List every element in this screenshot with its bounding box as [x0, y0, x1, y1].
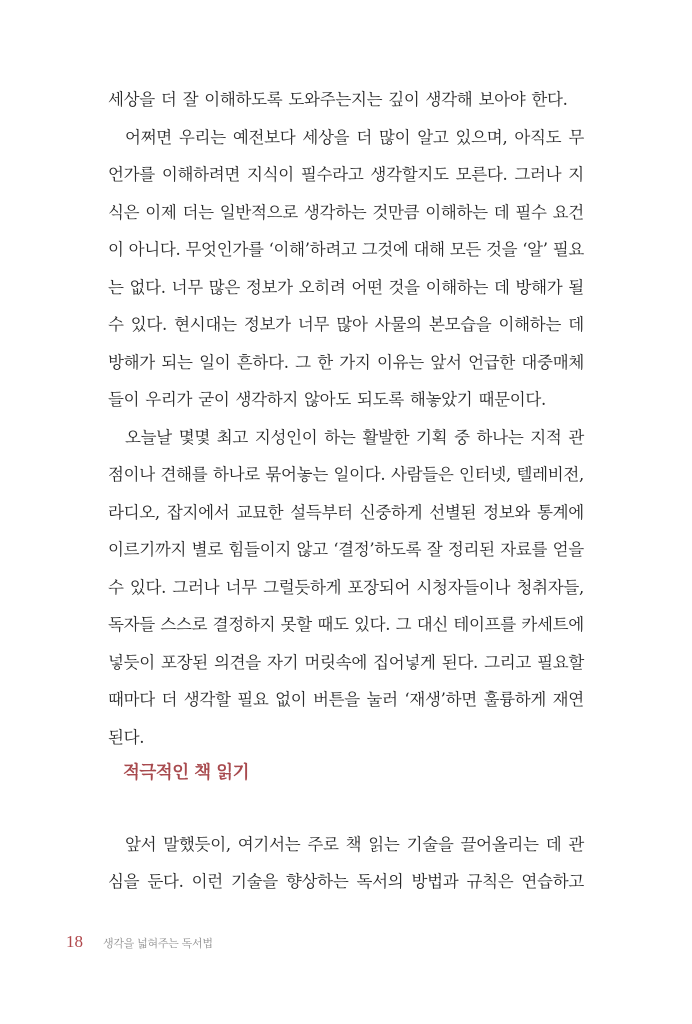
word: 스스로 [160, 615, 208, 634]
word: 있으며, [455, 127, 508, 147]
word: 굳이 [198, 390, 230, 409]
word: 지 [568, 165, 584, 184]
word: 때문이다. [478, 390, 546, 409]
word: 없이 [275, 690, 307, 709]
word: 있다. [130, 315, 168, 334]
word: 예전보다 [232, 127, 296, 147]
word: 때마다 [108, 690, 155, 709]
word: 많은 [208, 277, 240, 297]
word: ‘결정’하도록 [333, 540, 422, 559]
text-line [108, 126, 584, 150]
word: 너무 [171, 277, 203, 297]
word: 별로 [191, 540, 223, 559]
word: 일이 [199, 352, 231, 372]
word: 포장되어 [347, 577, 411, 597]
word: 들이 [108, 390, 140, 409]
word: 연습하고 [521, 871, 584, 891]
word: 기술을 [230, 871, 278, 891]
word: 정보가 [243, 315, 291, 334]
word: 무 [568, 127, 584, 147]
word: 생각하는 [303, 202, 367, 222]
text-line [108, 238, 584, 262]
word: 자료를 [500, 540, 548, 559]
word: 설득부터 [290, 502, 353, 522]
word: 방법과 [411, 871, 459, 891]
word: 아니다. [128, 240, 181, 259]
word: 있다. [129, 577, 167, 597]
word: 세상을 [302, 127, 350, 147]
text-line [108, 726, 584, 750]
text-line [108, 163, 584, 187]
word: 묶어놓는 [265, 465, 328, 484]
word: 더는 [182, 202, 214, 222]
word: 이 [108, 240, 124, 259]
page-footer [66, 932, 213, 952]
word: 않아도 [304, 390, 351, 409]
word: 이해하는 [498, 315, 562, 334]
word: 식은 [108, 202, 140, 222]
word: 중 [454, 427, 470, 447]
word: 정보와 [483, 502, 531, 522]
word: 버튼을 [313, 690, 360, 709]
word: 그리고 [484, 652, 531, 672]
word: 잡지에서 [166, 502, 230, 522]
word: ‘알’ [522, 240, 548, 259]
word: 수 [108, 315, 124, 334]
word: 도와주는지는 [288, 90, 383, 109]
word: 포장된 [161, 652, 208, 672]
word: 흔하다. [236, 352, 289, 372]
word: 대해 [413, 240, 445, 259]
word: 것을 [485, 240, 518, 259]
word: 오히려 [298, 277, 346, 297]
word: 이유는 [376, 352, 424, 372]
word: 필수 [515, 202, 547, 222]
word: 독자들 [108, 615, 155, 634]
word: 된다. [441, 652, 478, 672]
word: 방해가 [515, 277, 563, 297]
word: 여기서는 [237, 835, 301, 854]
text-line [108, 538, 584, 562]
word: 있다. [354, 615, 391, 634]
text-line [108, 88, 584, 112]
word: 것만큼 [372, 202, 420, 222]
word: 본모습을 [428, 315, 492, 334]
word: 무엇인가를 [185, 240, 264, 259]
text-line [108, 463, 584, 487]
word: 필요할 [537, 652, 584, 672]
word: 많아 [336, 315, 368, 334]
word: 기획 [416, 427, 448, 447]
word: 는 [108, 277, 124, 297]
word: 독서의 [356, 871, 404, 891]
word: 둔다. [147, 871, 184, 891]
word: 알고 [417, 127, 449, 147]
word: 너무 [225, 577, 257, 597]
word: 세상을 [108, 90, 155, 109]
word: 인터넷, [459, 465, 511, 484]
word: 잘 [182, 90, 199, 109]
text-line [108, 576, 584, 600]
word: 얻을 [552, 540, 584, 559]
word: 데 [493, 202, 510, 222]
section-heading: 적극적인 책 읽기 [123, 763, 250, 783]
word: 한 [317, 352, 333, 372]
word: 교묘한 [236, 502, 284, 522]
word: 잘 [426, 540, 443, 559]
word: 결정하지 [212, 615, 276, 634]
word: 이해하도록 [204, 90, 283, 109]
word: 최고 [216, 427, 249, 447]
word: 우리는 [178, 127, 226, 147]
word: 하나로 [212, 465, 260, 484]
text-line [108, 351, 584, 375]
word: 하는 [324, 427, 356, 447]
word: 카세트에 [521, 615, 584, 634]
word: 데 [494, 277, 510, 297]
word: 기술을 [406, 835, 454, 854]
text-line [108, 388, 584, 412]
word: 그 [395, 615, 412, 634]
word: 의견을 [214, 652, 261, 672]
word: 현시대는 [174, 315, 237, 334]
word: 심을 [108, 871, 140, 891]
text-line [108, 313, 584, 337]
word: 생각할지도 [370, 165, 449, 184]
word: 필요 [552, 240, 584, 259]
word: 일이다. [333, 465, 386, 484]
word: 읽는 [368, 835, 400, 854]
word: 훌륭하게 [483, 690, 547, 709]
word: 앞서 [125, 835, 157, 854]
text-line [108, 201, 584, 225]
word: 사람들은 [390, 465, 454, 484]
word: 않고 [296, 540, 328, 559]
word: ‘이해’하려고 [268, 240, 357, 259]
word: 자기 [267, 652, 299, 672]
word: 못할 [280, 615, 312, 634]
word: 활발한 [362, 427, 410, 447]
word: 대중매체 [521, 352, 584, 372]
text-line [108, 613, 584, 637]
word: 더 [161, 690, 178, 709]
word: 넣듯이 [108, 652, 155, 672]
word: 몇몇 [178, 427, 210, 447]
word: 이해하려면 [161, 165, 241, 184]
word: 그것에 [361, 240, 409, 259]
word: 해놓았기 [409, 390, 473, 409]
word: 텔레비전, [516, 465, 584, 484]
text-line [108, 501, 584, 525]
word: 힘들이지 [228, 540, 291, 559]
word: 그러나 [514, 165, 562, 184]
word: 보아야 [478, 90, 526, 109]
word: 된다. [108, 727, 145, 747]
text-line [108, 276, 584, 300]
word: 어떤 [351, 277, 383, 297]
word: 요건 [552, 202, 584, 222]
word: 너무 [297, 315, 330, 334]
word: 것을 [388, 277, 420, 297]
word: 언급한 [468, 352, 515, 372]
word: 어쩌면 [125, 127, 172, 147]
word: 수 [108, 577, 124, 597]
word: 우리가 [145, 390, 193, 409]
word: 청취자들, [516, 577, 584, 597]
word: 견해를 [160, 465, 208, 484]
page-number: 18 [66, 932, 83, 951]
word: 사물의 [374, 315, 422, 334]
word: 이런 [191, 871, 223, 891]
word: 오늘날 [125, 427, 172, 447]
word: 모른다. [455, 165, 508, 184]
word: 그러나 [172, 577, 220, 597]
word: 이해하는 [425, 202, 488, 222]
word: 생각하지 [235, 390, 299, 409]
word: 생각해 [425, 90, 473, 109]
word: 하나는 [476, 427, 524, 447]
word: 일반적으로 [219, 202, 298, 222]
word: 선별된 [429, 502, 477, 522]
word: 앞서 [430, 352, 462, 372]
word: 생각할 [183, 690, 231, 709]
word: 되도록 [356, 390, 404, 409]
word: 집어넣게 [373, 652, 436, 672]
word: 될 [568, 277, 584, 297]
word: 신중하게 [359, 502, 423, 522]
word: 되는 [161, 352, 193, 372]
word: 필수라고 [300, 165, 364, 184]
word: 통계에 [537, 502, 584, 522]
text-line [108, 870, 584, 894]
word: 눌러 [366, 690, 398, 709]
text-line [108, 688, 584, 712]
word: 때도 [317, 615, 349, 634]
word: 이해하는 [425, 277, 489, 297]
word: 가지 [339, 352, 371, 372]
word: 그럴듯하게 [263, 577, 342, 597]
word: 책 [345, 835, 362, 854]
text-line [108, 833, 584, 857]
word: 데 [568, 315, 584, 334]
word: 말했듯이, [163, 835, 231, 854]
text-line [108, 426, 584, 450]
word: 주로 [307, 835, 339, 854]
word: 필요 [237, 690, 269, 709]
word: 끌어올리는 [460, 835, 539, 854]
word: 이르기까지 [108, 540, 187, 559]
word: 관 [568, 835, 584, 854]
word: 재연 [552, 690, 584, 709]
word: 그 [295, 352, 311, 372]
word: 시청자들이나 [416, 577, 511, 597]
word: 지성인이 [254, 427, 318, 447]
word: 많이 [378, 127, 411, 147]
word: 없다. [129, 277, 166, 297]
word: 머릿속에 [304, 652, 367, 672]
word: 정리된 [447, 540, 495, 559]
word: 관 [568, 427, 584, 447]
word: 지적 [530, 427, 562, 447]
word: 지식이 [247, 165, 294, 184]
word: 규칙은 [466, 871, 514, 891]
word: 더 [356, 127, 372, 147]
word: 라디오, [108, 502, 160, 522]
word: 깊이 [388, 90, 420, 109]
text-line [108, 651, 584, 675]
word: 한다. [531, 90, 568, 109]
word: 더 [160, 90, 177, 109]
word: 이제 [145, 202, 177, 222]
running-title: 생각을 넓혀주는 독서법 [103, 937, 213, 950]
word: 대신 [416, 615, 448, 634]
word: 점이나 [108, 465, 155, 484]
word: 테이프를 [453, 615, 516, 634]
word: 향상하는 [285, 871, 349, 891]
word: 정보가 [245, 277, 293, 297]
word: 방해가 [108, 352, 155, 372]
word: 모든 [449, 240, 482, 259]
word: ‘재생’하면 [404, 690, 477, 709]
word: 언가를 [108, 165, 155, 184]
word: 아직도 [514, 127, 562, 147]
word: 데 [545, 835, 562, 854]
